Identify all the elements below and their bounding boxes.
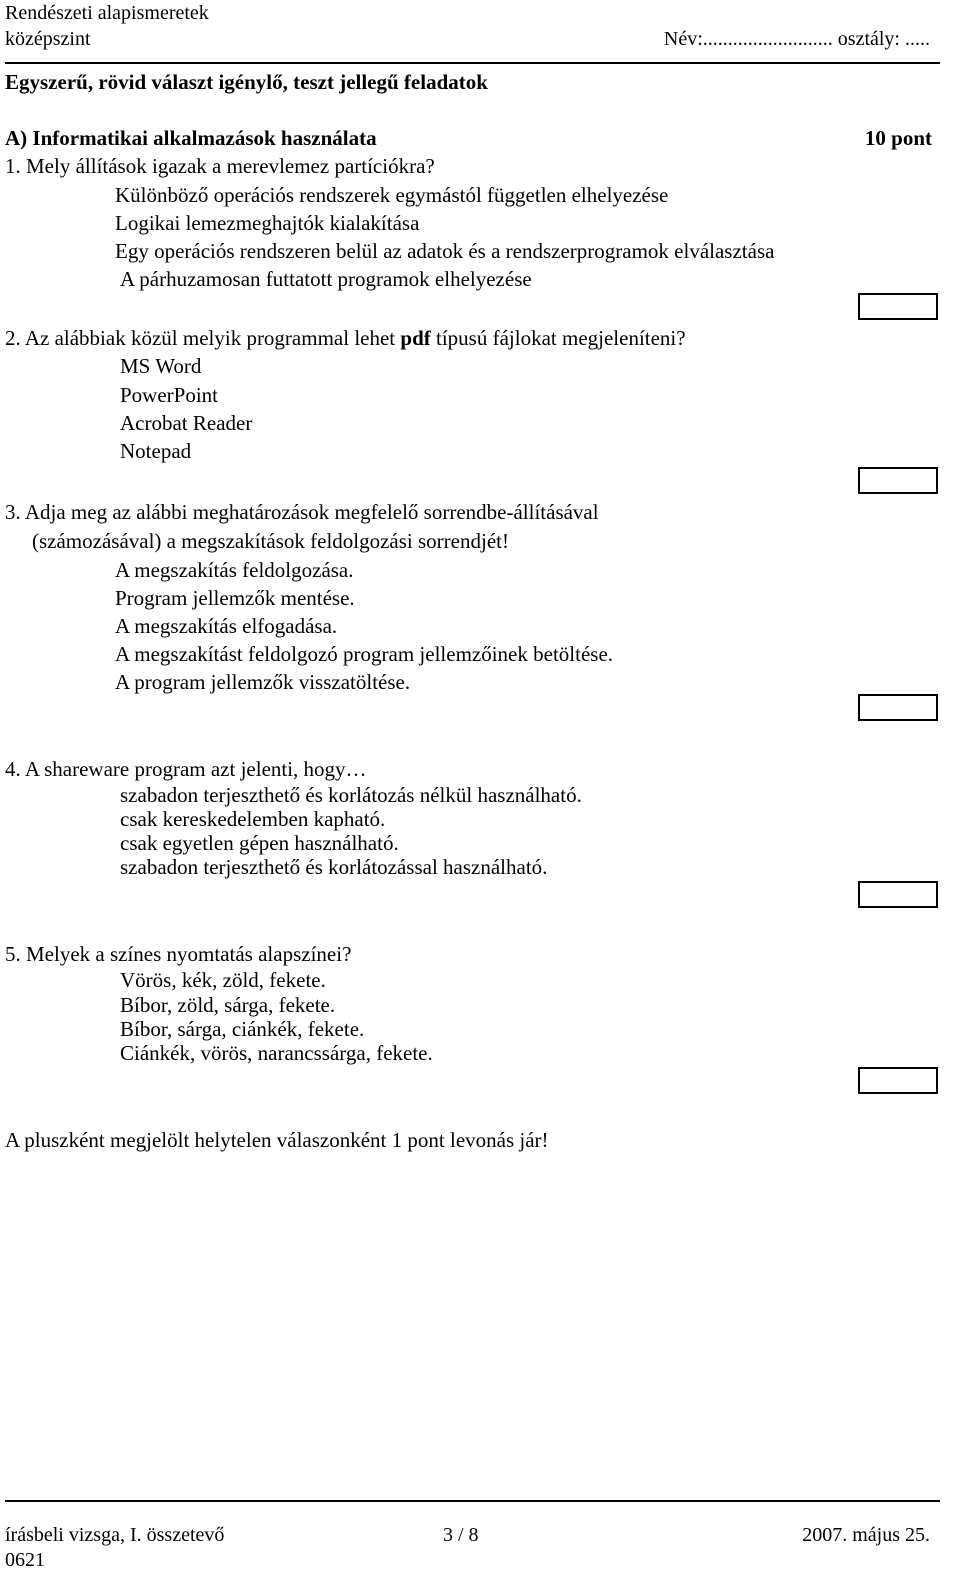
question-3-text-line-2: (számozásával) a megszakítások feldolgozási sorrendjét! xyxy=(32,529,509,553)
footer-exam: írásbeli vizsga, I. összetevő xyxy=(5,1524,225,1546)
footer-rule xyxy=(5,1500,940,1502)
question-3-option-1: A megszakítás feldolgozása. xyxy=(115,558,354,582)
footer-code: 0621 xyxy=(5,1549,45,1571)
question-3-option-5: A program jellemzők visszatöltése. xyxy=(115,670,411,694)
question-2-text-before: 2. Az alábbiak közül melyik programmal lehet xyxy=(5,326,401,350)
question-1-option-1: Különböző operációs rendszerek egymástól független elhelyezése xyxy=(115,183,669,207)
question-2-option-3: Acrobat Reader xyxy=(120,411,253,435)
question-4-option-4: szabadon terjeszthető és korlátozással használható. xyxy=(120,855,548,879)
footer-date: 2007. május 25. xyxy=(802,1524,930,1546)
question-3-answer-box[interactable] xyxy=(858,694,938,721)
question-2-text xyxy=(5,328,686,349)
part-points: 10 pont xyxy=(864,126,932,150)
header-name-class: Név:.......................... osztály: ..... xyxy=(663,28,930,50)
question-4-option-2: csak kereskedelemben kapható. xyxy=(120,807,386,831)
question-3-text-line-1: 3. Adja meg az alábbi meghatározások megfelelő sorrendbe-állításával xyxy=(5,500,599,524)
question-2-option-2: PowerPoint xyxy=(120,383,219,407)
question-4-option-3: csak egyetlen gépen használható. xyxy=(120,831,399,855)
question-1-option-2: Logikai lemezmeghajtók kialakítása xyxy=(115,211,420,235)
question-1-option-4: A párhuzamosan futtatott programok elhelyezése xyxy=(120,267,532,291)
question-5-option-4: Ciánkék, vörös, narancssárga, fekete. xyxy=(120,1041,433,1065)
question-2-option-4: Notepad xyxy=(120,439,192,463)
question-3-option-3: A megszakítás elfogadása. xyxy=(115,614,338,638)
header-level: középszint xyxy=(5,28,91,50)
header-subject: Rendészeti alapismeretek xyxy=(5,2,209,24)
question-5-option-1: Vörös, kék, zöld, fekete. xyxy=(120,968,326,992)
question-3-option-2: Program jellemzők mentése. xyxy=(115,586,355,610)
question-1-option-3: Egy operációs rendszeren belül az adatok és a rendszerprogramok elválasztása xyxy=(115,239,775,263)
question-1-text: 1. Mely állítások igazak a merevlemez partíciókra? xyxy=(5,154,435,178)
footer-page: 3 / 8 xyxy=(443,1524,479,1546)
section-title: Egyszerű, rövid választ igénylő, teszt jellegű feladatok xyxy=(5,70,488,94)
question-1-answer-box[interactable] xyxy=(858,293,938,320)
question-2-text-bold: pdf xyxy=(400,326,431,350)
question-4-text: 4. A shareware program azt jelenti, hogy… xyxy=(5,757,367,781)
penalty-note: A pluszként megjelölt helytelen válaszonként 1 pont levonás jár! xyxy=(5,1128,549,1152)
question-5-option-3: Bíbor, sárga, ciánkék, fekete. xyxy=(120,1017,365,1041)
question-5-option-2: Bíbor, zöld, sárga, fekete. xyxy=(120,993,336,1017)
question-2-text-after: típusú fájlokat megjeleníteni? xyxy=(430,326,686,350)
part-title: A) Informatikai alkalmazások használata xyxy=(5,126,377,150)
question-2-answer-box[interactable] xyxy=(858,467,938,494)
question-3-option-4: A megszakítást feldolgozó program jellemzőinek betöltése. xyxy=(115,642,614,666)
question-5-answer-box[interactable] xyxy=(858,1067,938,1094)
question-4-answer-box[interactable] xyxy=(858,881,938,908)
header-rule xyxy=(5,62,940,64)
question-2-option-1: MS Word xyxy=(120,354,202,378)
question-4-option-1: szabadon terjeszthető és korlátozás nélkül használható. xyxy=(120,783,582,807)
question-5-text: 5. Melyek a színes nyomtatás alapszínei? xyxy=(5,942,352,966)
